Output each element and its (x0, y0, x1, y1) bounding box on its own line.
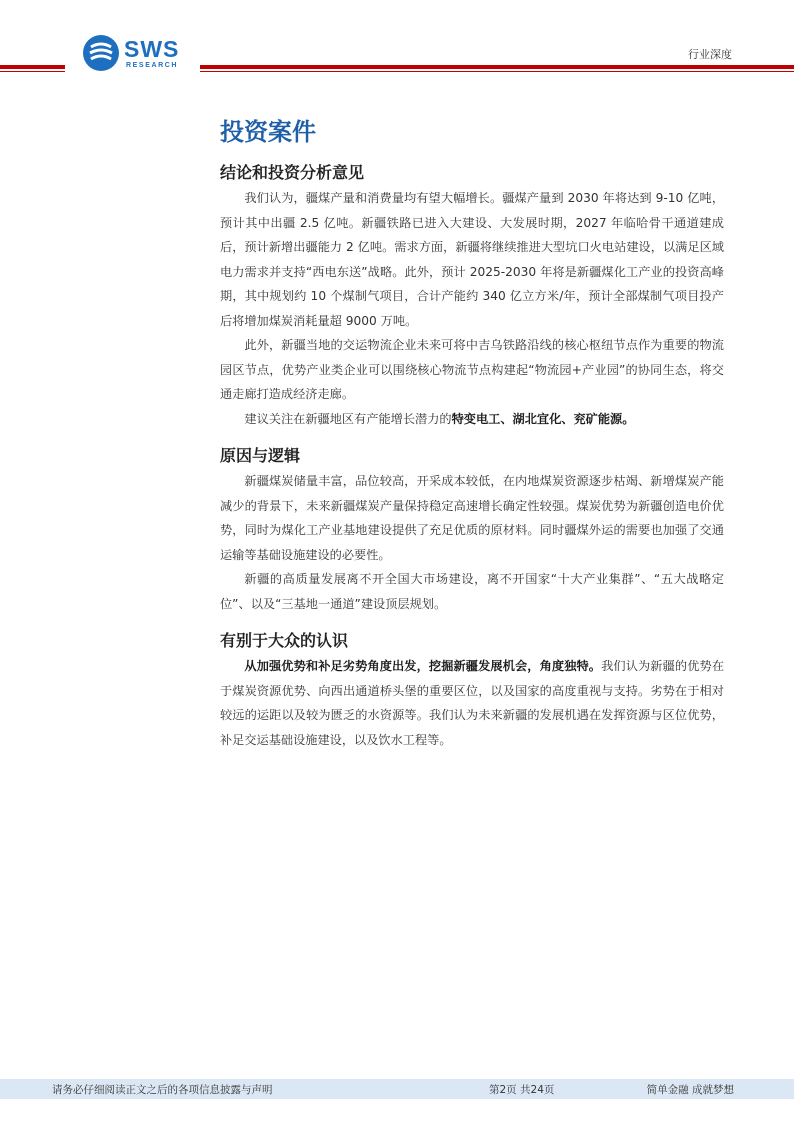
paragraph: 建议关注在新疆地区有产能增长潜力的特变电工、湖北宜化、兖矿能源。 (244, 411, 635, 426)
main-content (220, 112, 724, 752)
footer-bar (0, 1079, 794, 1099)
sws-logo (82, 34, 192, 74)
header-rule (0, 65, 65, 69)
page-title: 投资案件 (220, 118, 316, 146)
logo-wordmark: SWS (124, 36, 180, 62)
recommended-stocks: 特变电工、湖北宜化、兖矿能源。 (451, 411, 635, 426)
section-heading: 有别于大众的认识 (220, 631, 349, 650)
header-rule (200, 71, 794, 72)
section-heading: 原因与逻辑 (220, 446, 301, 465)
paragraph: 新疆煤炭储量丰富，品位较高，开采成本较低，在内地煤炭资源逐步枯竭、新增煤炭产能减少的背景下，未来新疆煤炭产量保持稳定高速增长确定性较强。煤炭优势为新疆创造电价优势，同时为煤化工产业基地建设提供了充足优质的原材料。同时疆煤外运的需要也加强了交通运输等基础设施建设的必要性。 (220, 474, 724, 562)
sws-logo-icon (82, 34, 120, 72)
section-heading: 结论和投资分析意见 (220, 163, 365, 182)
key-insight: 从加强优势和补足劣势角度出发，挖掘新疆发展机会，角度独特。 (244, 659, 602, 673)
paragraph: 新疆的高质量发展离不开全国大市场建设，离不开国家“十大产业集群”、“五大战略定位”、以及“三基地一通道”建设顶层规划。 (220, 572, 724, 611)
page-number: 第2页 共24页 (489, 1084, 555, 1096)
header-rule (200, 65, 794, 69)
paragraph: 此外，新疆当地的交运物流企业未来可将中吉乌铁路沿线的核心枢纽节点作为重要的物流园区节点，优势产业类企业可以围绕核心物流节点构建起“物流园+产业园”的协同生态，将交通走廊打造成经济走廊。 (220, 338, 724, 401)
report-category: 行业深度 (688, 48, 732, 61)
paragraph: 从加强优势和补足劣势角度出发，挖掘新疆发展机会，角度独特。我们认为新疆的优势在于煤炭资源优势、向西出通道桥头堡的重要区位，以及国家的高度重视与支持。劣势在于相对较远的运距以及较为匮乏的水资源等。我们认为未来新疆的发展机遇在发挥资源与区位优势，补足交运基础设施建设，以及饮水工程等。 (220, 659, 725, 747)
header-rule (0, 71, 65, 72)
paragraph: 我们认为，疆煤产量和消费量均有望大幅增长。疆煤产量到 2030 年将达到 9-10 亿吨，预计其中出疆 2.5 亿吨。新疆铁路已进入大建设、大发展时期，2027 年临哈骨干通道建成后，预计新增出疆能力 2 亿吨。需求方面，新疆将继续推进大型坑口火电站建设，以满足区域电力需求并支持“西电东送”战略。此外，预计 2025-2030 年将是新疆煤化工产业的投资高峰期，其中规划约 10 个煤制气项目，合计产能约 340 亿立方米/年，预计全部煤制气项目投产后将增加煤炭消耗量超 9000 万吨。 (220, 191, 724, 328)
footer-slogan: 简单金融 成就梦想 (646, 1084, 734, 1096)
footer-disclaimer: 请务必仔细阅读正文之后的各项信息披露与声明 (52, 1084, 273, 1096)
logo-subtitle: RESEARCH (126, 62, 179, 69)
